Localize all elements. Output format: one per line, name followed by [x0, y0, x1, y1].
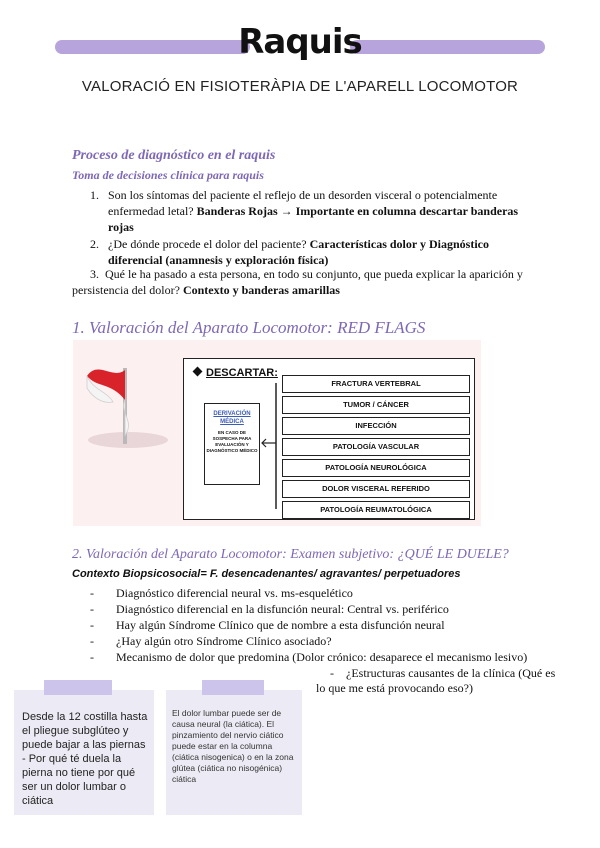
diagnosis-box: INFECCIÓN [282, 417, 470, 435]
derivacion-title: DERIVACIÓN MÉDICA [213, 411, 251, 425]
descartar-label: DESCARTAR: [206, 367, 278, 379]
derivacion-box [204, 403, 260, 485]
diagnosis-box: PATOLOGÍA VASCULAR [282, 438, 470, 456]
red-flags-figure [73, 340, 481, 526]
list-number: 2. [90, 237, 99, 251]
derivacion-note: EN CASO DE SOSPECHA PARA EVALUACIÓN Y DIAGNÓSTICO MÉDICO [206, 430, 258, 453]
note-text: Desde la 12 costilla hasta el pliegue subglúteo y puede bajar a las piernas - Por qué té duela la pierna no tiene por qué ser un dolor lumbar o ciática [22, 711, 148, 807]
list-text: Son los síntomas del paciente el reflejo de un desorden visceral o potencialmente enfermedad letal? [108, 188, 498, 218]
page-subtitle: VALORACIÓ EN FISIOTERÀPIA DE L'APARELL LOCOMOTOR [81, 78, 519, 95]
list-text: Diagnóstico diferencial neural vs. ms-esquelético [116, 586, 353, 600]
section-heading-red-flags: 1. Valoración del Aparato Locomotor: RED FLAGS [72, 318, 426, 337]
list-item: - ¿Hay algún otro Síndrome Clínico asociado? [90, 634, 530, 649]
diagnosis-box: PATOLOGÍA REUMATOLÓGICA [282, 501, 470, 519]
diagnosis-box: FRACTURA VERTEBRAL [282, 375, 470, 393]
diagnosis-box: TUMOR / CÁNCER [282, 396, 470, 414]
diagnosis-box: DOLOR VISCERAL REFERIDO [282, 480, 470, 498]
list-text: Mecanismo de dolor que predomina (Dolor crónico: desaparece el mecanismo lesivo) [116, 650, 528, 664]
list-text: Hay algún Síndrome Clínico que de nombre a esta disfunción neural [116, 618, 445, 632]
list-text: Diagnóstico diferencial en la disfunción neural: Central vs. periférico [116, 602, 449, 616]
note-tape [202, 680, 264, 695]
list-number: 1. [90, 188, 99, 202]
note-tape [44, 680, 112, 695]
section-subheading-toma: Toma de decisiones clínica para raquis [72, 168, 264, 182]
list-item: - Mecanismo de dolor que predomina (Dolor crónico: desaparece el mecanismo lesivo) [90, 650, 530, 665]
list-item: - Diagnóstico diferencial en la disfunción neural: Central vs. periférico [90, 602, 530, 617]
list-item [72, 266, 532, 298]
list-number: 3. [90, 267, 99, 281]
red-flag-icon [73, 340, 183, 460]
sub-list-item: - ¿Estructuras causantes de la clínica (Qué es lo que me está provocando eso?) [316, 666, 556, 695]
section-heading-proceso: Proceso de diagnóstico en el raquis [72, 148, 276, 163]
list-item: - Hay algún Síndrome Clínico que de nombre a esta disfunción neural [90, 618, 530, 633]
context-line: Contexto Biopsicosocial= F. desencadenantes/ agravantes/ perpetuadores [72, 568, 461, 580]
list-bold-text: Banderas Rojas → Importante en columna descartar banderas rojas [108, 204, 519, 234]
list-item [90, 236, 530, 268]
list-item [90, 187, 530, 235]
list-item: - Diagnóstico diferencial neural vs. ms-esquelético [90, 586, 530, 601]
list-bold-text: Contexto y banderas amarillas [182, 283, 340, 297]
note-text: El dolor lumbar puede ser de causa neural (la ciática). El pinzamiento del nervio ciático puede estar en la columna (ciática nisogenica) o en la zona glútea (ciática no nisogénica) ciática [172, 708, 294, 784]
descartar-panel [183, 358, 475, 520]
list-text: Qué le ha pasado a esta persona, en todo su conjunto, que pueda explicar la aparición y persistencia del dolor? [72, 267, 523, 297]
list-text: ¿Hay algún otro Síndrome Clínico asociado? [116, 634, 332, 648]
page-title: Raquis [238, 22, 362, 62]
list-bold-text: Características dolor y Diagnóstico diferencial (anamnesis y exploración física) [108, 237, 489, 267]
sub-list-text: ¿Estructuras causantes de la clínica (Qué es lo que me está provocando eso?) [316, 666, 556, 695]
section-heading-subjetivo: 2. Valoración del Aparato Locomotor: Examen subjetivo: ¿QUÉ LE DUELE? [72, 547, 509, 562]
diagnosis-box: PATOLOGÍA NEUROLÓGICA [282, 459, 470, 477]
list-text: ¿De dónde procede el dolor del paciente? [108, 237, 310, 251]
